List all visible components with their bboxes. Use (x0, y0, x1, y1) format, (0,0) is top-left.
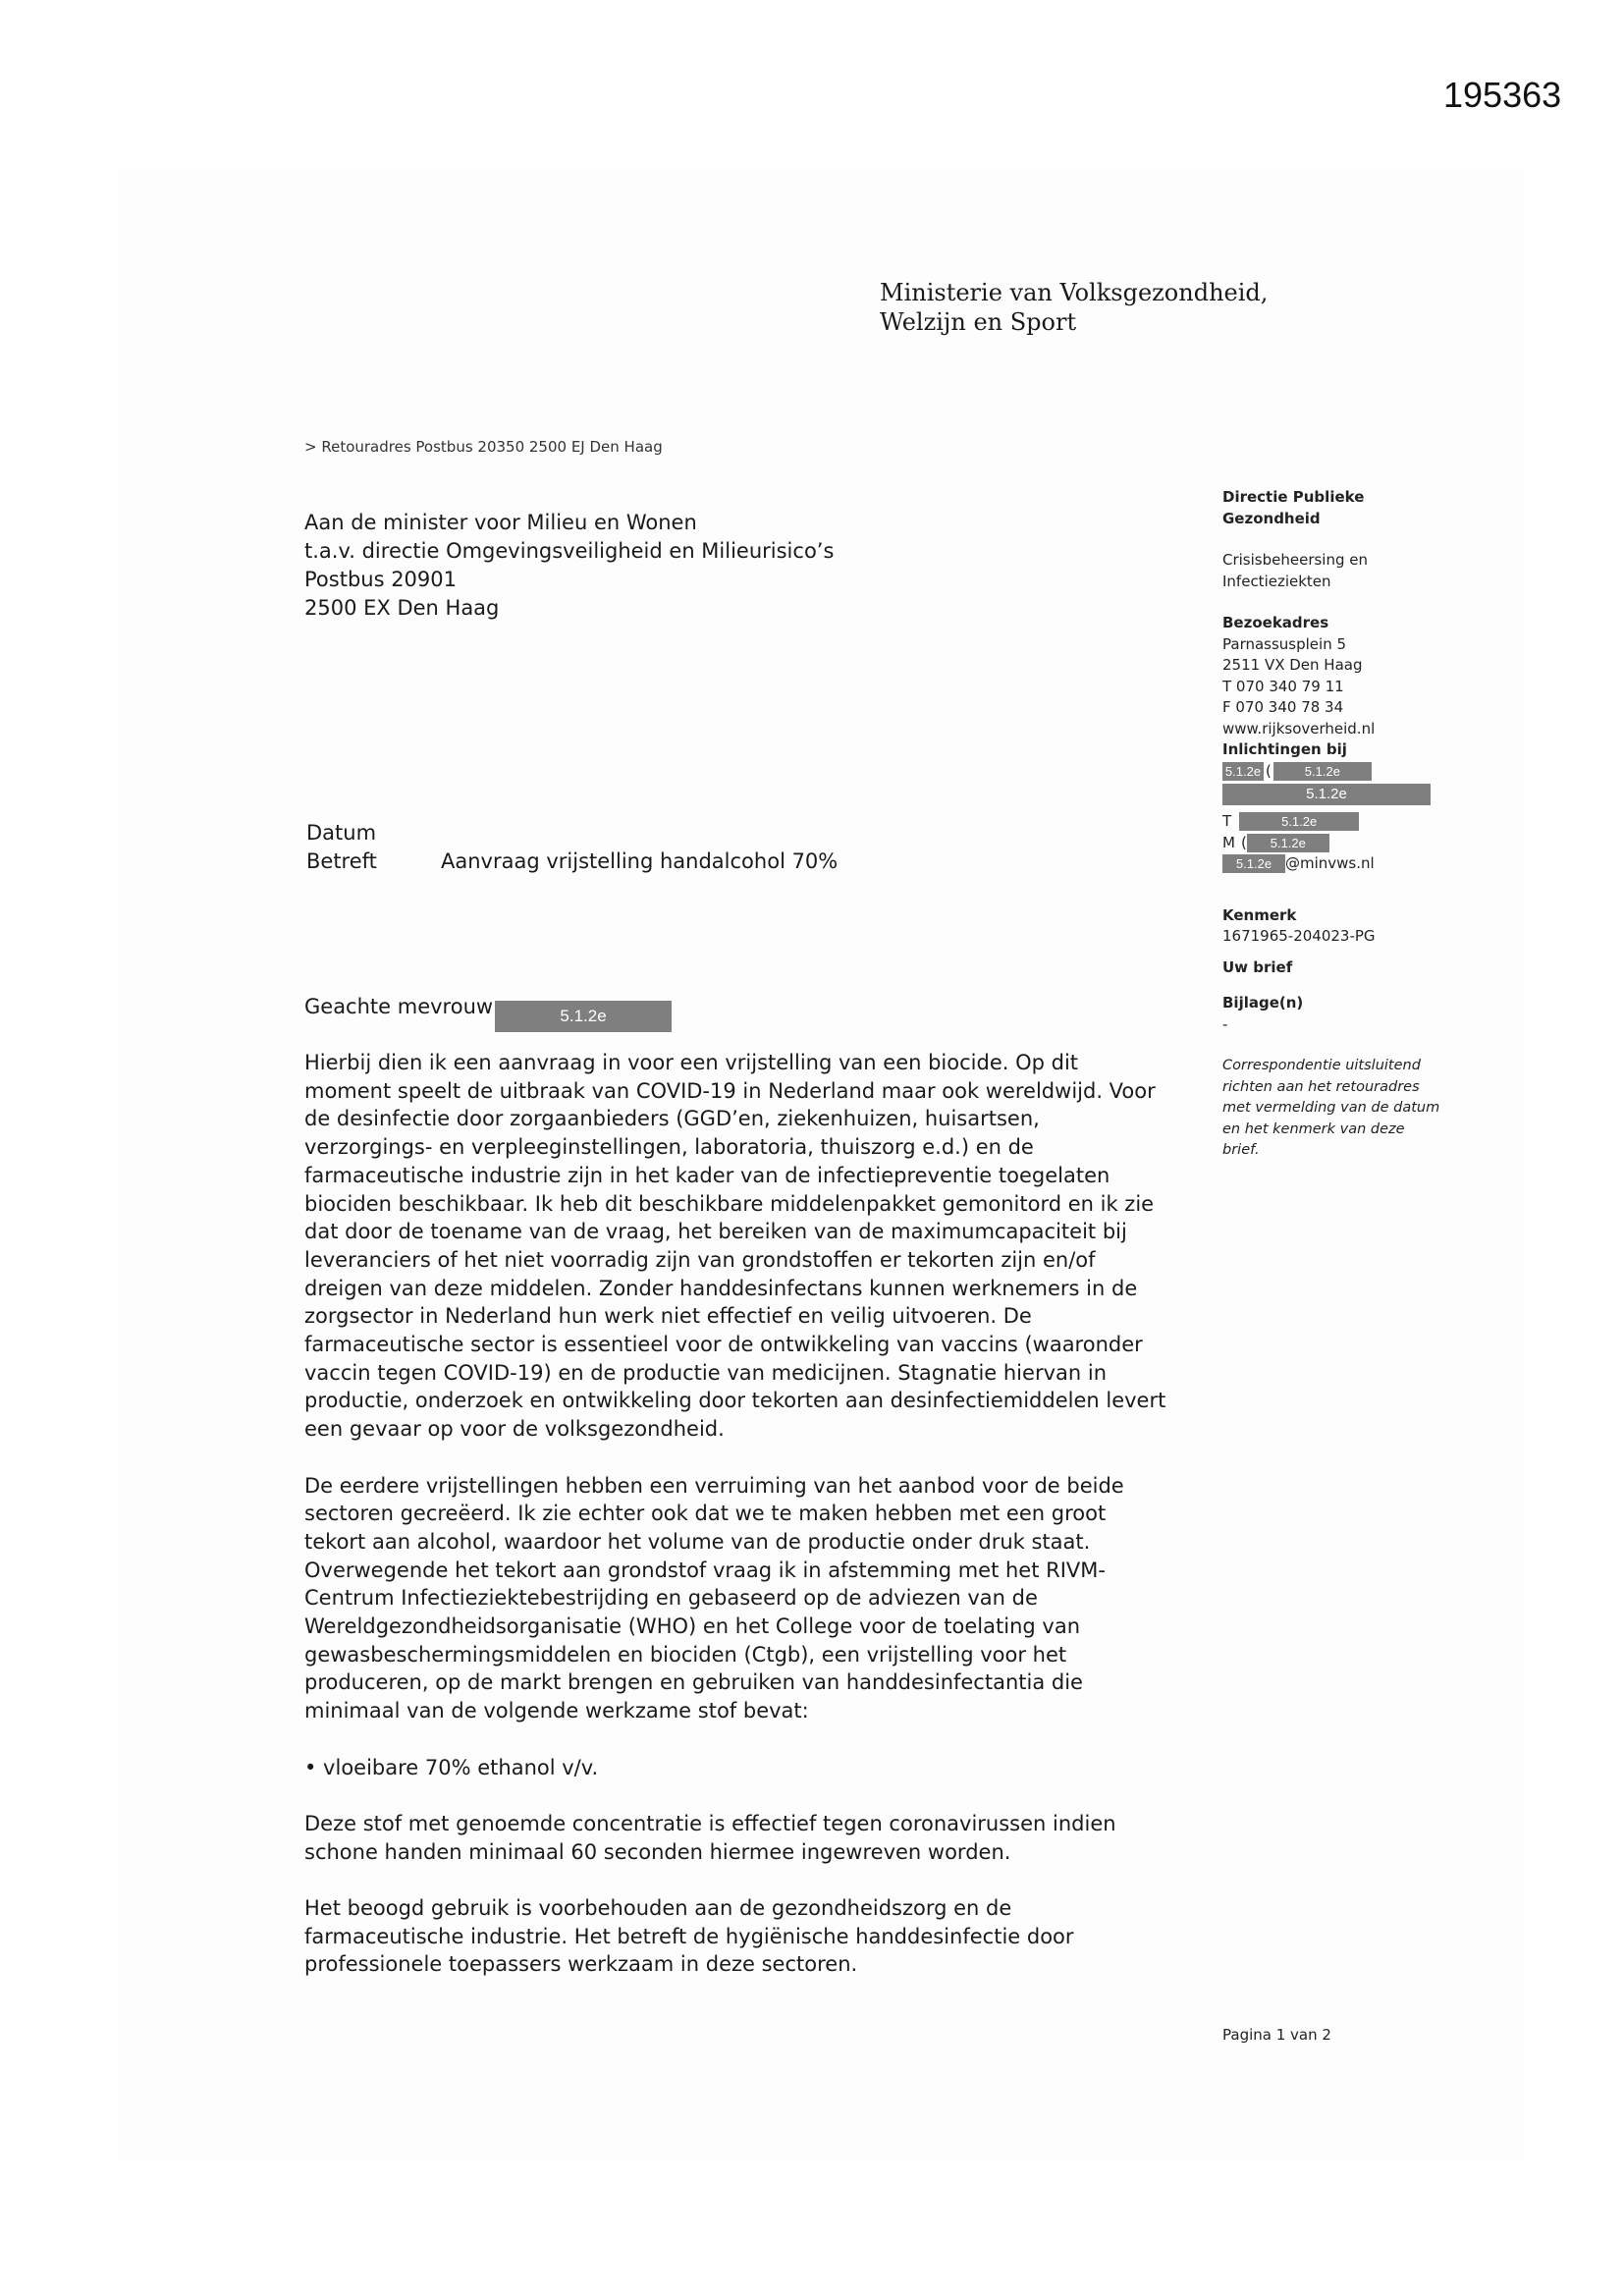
bijlagen-label: Bijlage(n) (1222, 994, 1304, 1011)
visit-line: www.rijksoverheid.nl (1222, 719, 1376, 738)
salutation-text: Geachte mevrouw (304, 995, 494, 1018)
paragraph-2 (304, 1472, 1208, 1725)
letter-body (304, 1049, 1208, 2007)
paragraph-1 (304, 1049, 1208, 1444)
ministry-line-1: Ministerie van Volksgezondheid, (880, 279, 1269, 306)
body-line: Centrum Infectieziektebestrijding en gebaseerd op de adviezen van de (304, 1586, 1038, 1611)
body-line: farmaceutische industrie. Het betreft de hygiënische handdesinfectie door (304, 1924, 1074, 1948)
body-line: de desinfectie door zorgaanbieders (GGD’en, ziekenhuizen, huisartsen, (304, 1107, 1040, 1131)
return-address: > Retouradres Postbus 20350 2500 EJ Den Haag (304, 438, 663, 456)
contact-phone-row (1222, 811, 1478, 833)
body-line: produceren, op de markt brengen en gebruiken van handdesinfectantia die (304, 1670, 1083, 1695)
letter-meta (306, 819, 838, 876)
contact-email-row (1222, 853, 1478, 875)
bijlagen-value: - (1222, 1014, 1228, 1033)
phone-label: T (1222, 812, 1232, 830)
recipient-line: Aan de minister voor Milieu en Wonen (304, 511, 697, 534)
body-line: Wereldgezondheidsorganisatie (WHO) en het College voor de toelating van (304, 1614, 1081, 1639)
body-line: farmaceutische sector is essentieel voor de ontwikkeling van vaccins (waaronder (304, 1333, 1143, 1357)
betreft-value: Aanvraag vrijstelling handalcohol 70% (441, 849, 839, 873)
body-line: productie, onderzoek en ontwikkeling door tekorten aan desinfectiemiddelen levert (304, 1389, 1166, 1413)
recipient-line: t.a.v. directie Omgevingsveiligheid en Milieurisico’s (304, 539, 835, 563)
document-number: 195363 (1443, 75, 1562, 115)
email-suffix: @minvws.nl (1285, 854, 1375, 872)
recipient-line: Postbus 20901 (304, 568, 457, 591)
redaction-box: 5.1.2e (495, 1001, 672, 1032)
directorate-line: Gezondheid (1222, 509, 1321, 527)
salutation (304, 995, 672, 1032)
recipient-line: 2500 EX Den Haag (304, 596, 500, 620)
kenmerk-label: Kenmerk (1222, 905, 1297, 924)
department-line: Crisisbeheersing en (1222, 551, 1369, 569)
correspondence-note (1222, 1056, 1478, 1162)
contact-block (1222, 739, 1478, 875)
visit-line: T 070 340 79 11 (1222, 677, 1344, 695)
body-line: Overwegende het tekort aan grondstof vraag ik in afstemming met het RIVM- (304, 1558, 1106, 1582)
betreft-label: Betreft (306, 849, 377, 873)
body-line: verzorgings- en verpleeginstellingen, laboratoria, thuiszorg e.d.) en de (304, 1135, 1034, 1160)
redaction-box: 5.1.2e (1222, 762, 1264, 781)
department-line: Infectieziekten (1222, 572, 1331, 590)
directorate-line: Directie Publieke (1222, 488, 1365, 506)
paragraph-3 (304, 1810, 1208, 1866)
visit-line: F 070 340 78 34 (1222, 698, 1344, 716)
body-line: vaccin tegen COVID-19) en de productie van medicijnen. Stagnatie hiervan in (304, 1360, 1108, 1385)
body-line: moment speelt de uitbraak van COVID-19 in Nederland maar ook wereldwijd. Voor (304, 1078, 1156, 1103)
ministry-logo-text (880, 278, 1268, 337)
mobile-label: M (1222, 833, 1235, 851)
body-line: minimaal van de volgende werkzame stof bevat: (304, 1699, 809, 1723)
contact-mobile-row: M ( 5.1.2e (1222, 833, 1478, 854)
body-line: gewasbeschermingsmiddelen en biociden (Ctgb), een vrijstelling voor het (304, 1642, 1067, 1667)
body-line: zorgsector in Nederland hun werk niet effectief en veilig uitvoeren. De (304, 1304, 1032, 1329)
department-block (1222, 550, 1478, 592)
body-line: leveranciers of het niet voorradig zijn van grondstoffen er tekorten zijn en/of (304, 1247, 1096, 1272)
directorate-block (1222, 487, 1478, 529)
redaction-box: 5.1.2e (1273, 762, 1372, 781)
visit-address-block (1222, 613, 1478, 739)
kenmerk-value: 1671965-204023-PG (1222, 927, 1376, 945)
redaction-box: 5.1.2e (1222, 784, 1431, 805)
body-line: tekort aan alcohol, waardoor het volume van de productie onder druk staat. (304, 1529, 1091, 1554)
note-line: richten aan het retouradres (1222, 1078, 1420, 1095)
betreft-row (306, 847, 838, 876)
paragraph-4 (304, 1894, 1208, 1979)
ministry-line-2: Welzijn en Sport (880, 308, 1077, 336)
body-line: sectoren gecreëerd. Ik zie echter ook dat we te maken hebben met een groot (304, 1502, 1107, 1526)
contact-dept-row (1222, 784, 1478, 805)
note-line: en het kenmerk van deze (1222, 1121, 1405, 1137)
note-line: brief. (1222, 1142, 1260, 1158)
uw-brief-block (1222, 957, 1478, 979)
visit-line: 2511 VX Den Haag (1222, 656, 1363, 674)
info-label: Inlichtingen bij (1222, 740, 1347, 758)
contact-name-row: 5.1.2e ( 5.1.2e (1222, 761, 1478, 783)
redaction-box: 5.1.2e (1247, 834, 1329, 852)
note-line: Correspondentie uitsluitend (1222, 1058, 1421, 1073)
body-line: dreigen van deze middelen. Zonder handdesinfectans kunnen werknemers in de (304, 1276, 1138, 1300)
uw-brief-label: Uw brief (1222, 957, 1293, 976)
datum-row (306, 819, 838, 847)
redaction-box: 5.1.2e (1222, 854, 1285, 873)
visit-line: Parnassusplein 5 (1222, 634, 1347, 653)
body-line: een gevaar op voor de volksgezondheid. (304, 1417, 725, 1442)
body-line: Deze stof met genoemde concentratie is effectief tegen coronavirussen indien (304, 1811, 1116, 1835)
body-line: dat door de toename van de vraag, het bereiken van de maximumcapaciteit bij (304, 1220, 1127, 1244)
page-number: Pagina 1 van 2 (1222, 2026, 1331, 2044)
recipient-address (304, 509, 834, 623)
note-line: met vermelding van de datum (1222, 1100, 1440, 1116)
bullet-item: • vloeibare 70% ethanol v/v. (304, 1755, 599, 1779)
kenmerk-block (1222, 905, 1478, 948)
body-line: Het beoogd gebruik is voorbehouden aan de gezondheidszorg en de (304, 1896, 1012, 1921)
body-line: professionele toepassers werkzaam in deze sectoren. (304, 1952, 858, 1977)
redaction-box: 5.1.2e (1239, 812, 1359, 831)
body-line: De eerdere vrijstellingen hebben een verruiming van het aanbod voor de beide (304, 1473, 1124, 1498)
visit-label: Bezoekadres (1222, 614, 1329, 631)
body-line: schone handen minimaal 60 seconden hiermee ingewreven worden. (304, 1839, 1011, 1864)
datum-label: Datum (306, 821, 377, 845)
sidebar-colophon (1222, 487, 1478, 1162)
body-line: Hierbij dien ik een aanvraag in voor een vrijstelling van een biocide. Op dit (304, 1051, 1079, 1074)
body-line: farmaceutische industrie zijn in het kader van de infectiepreventie toegelaten (304, 1163, 1110, 1187)
bijlagen-block (1222, 993, 1478, 1035)
body-line: biociden beschikbaar. Ik heb dit beschikbare middelenpakket gemonitord en ik zie (304, 1191, 1155, 1216)
